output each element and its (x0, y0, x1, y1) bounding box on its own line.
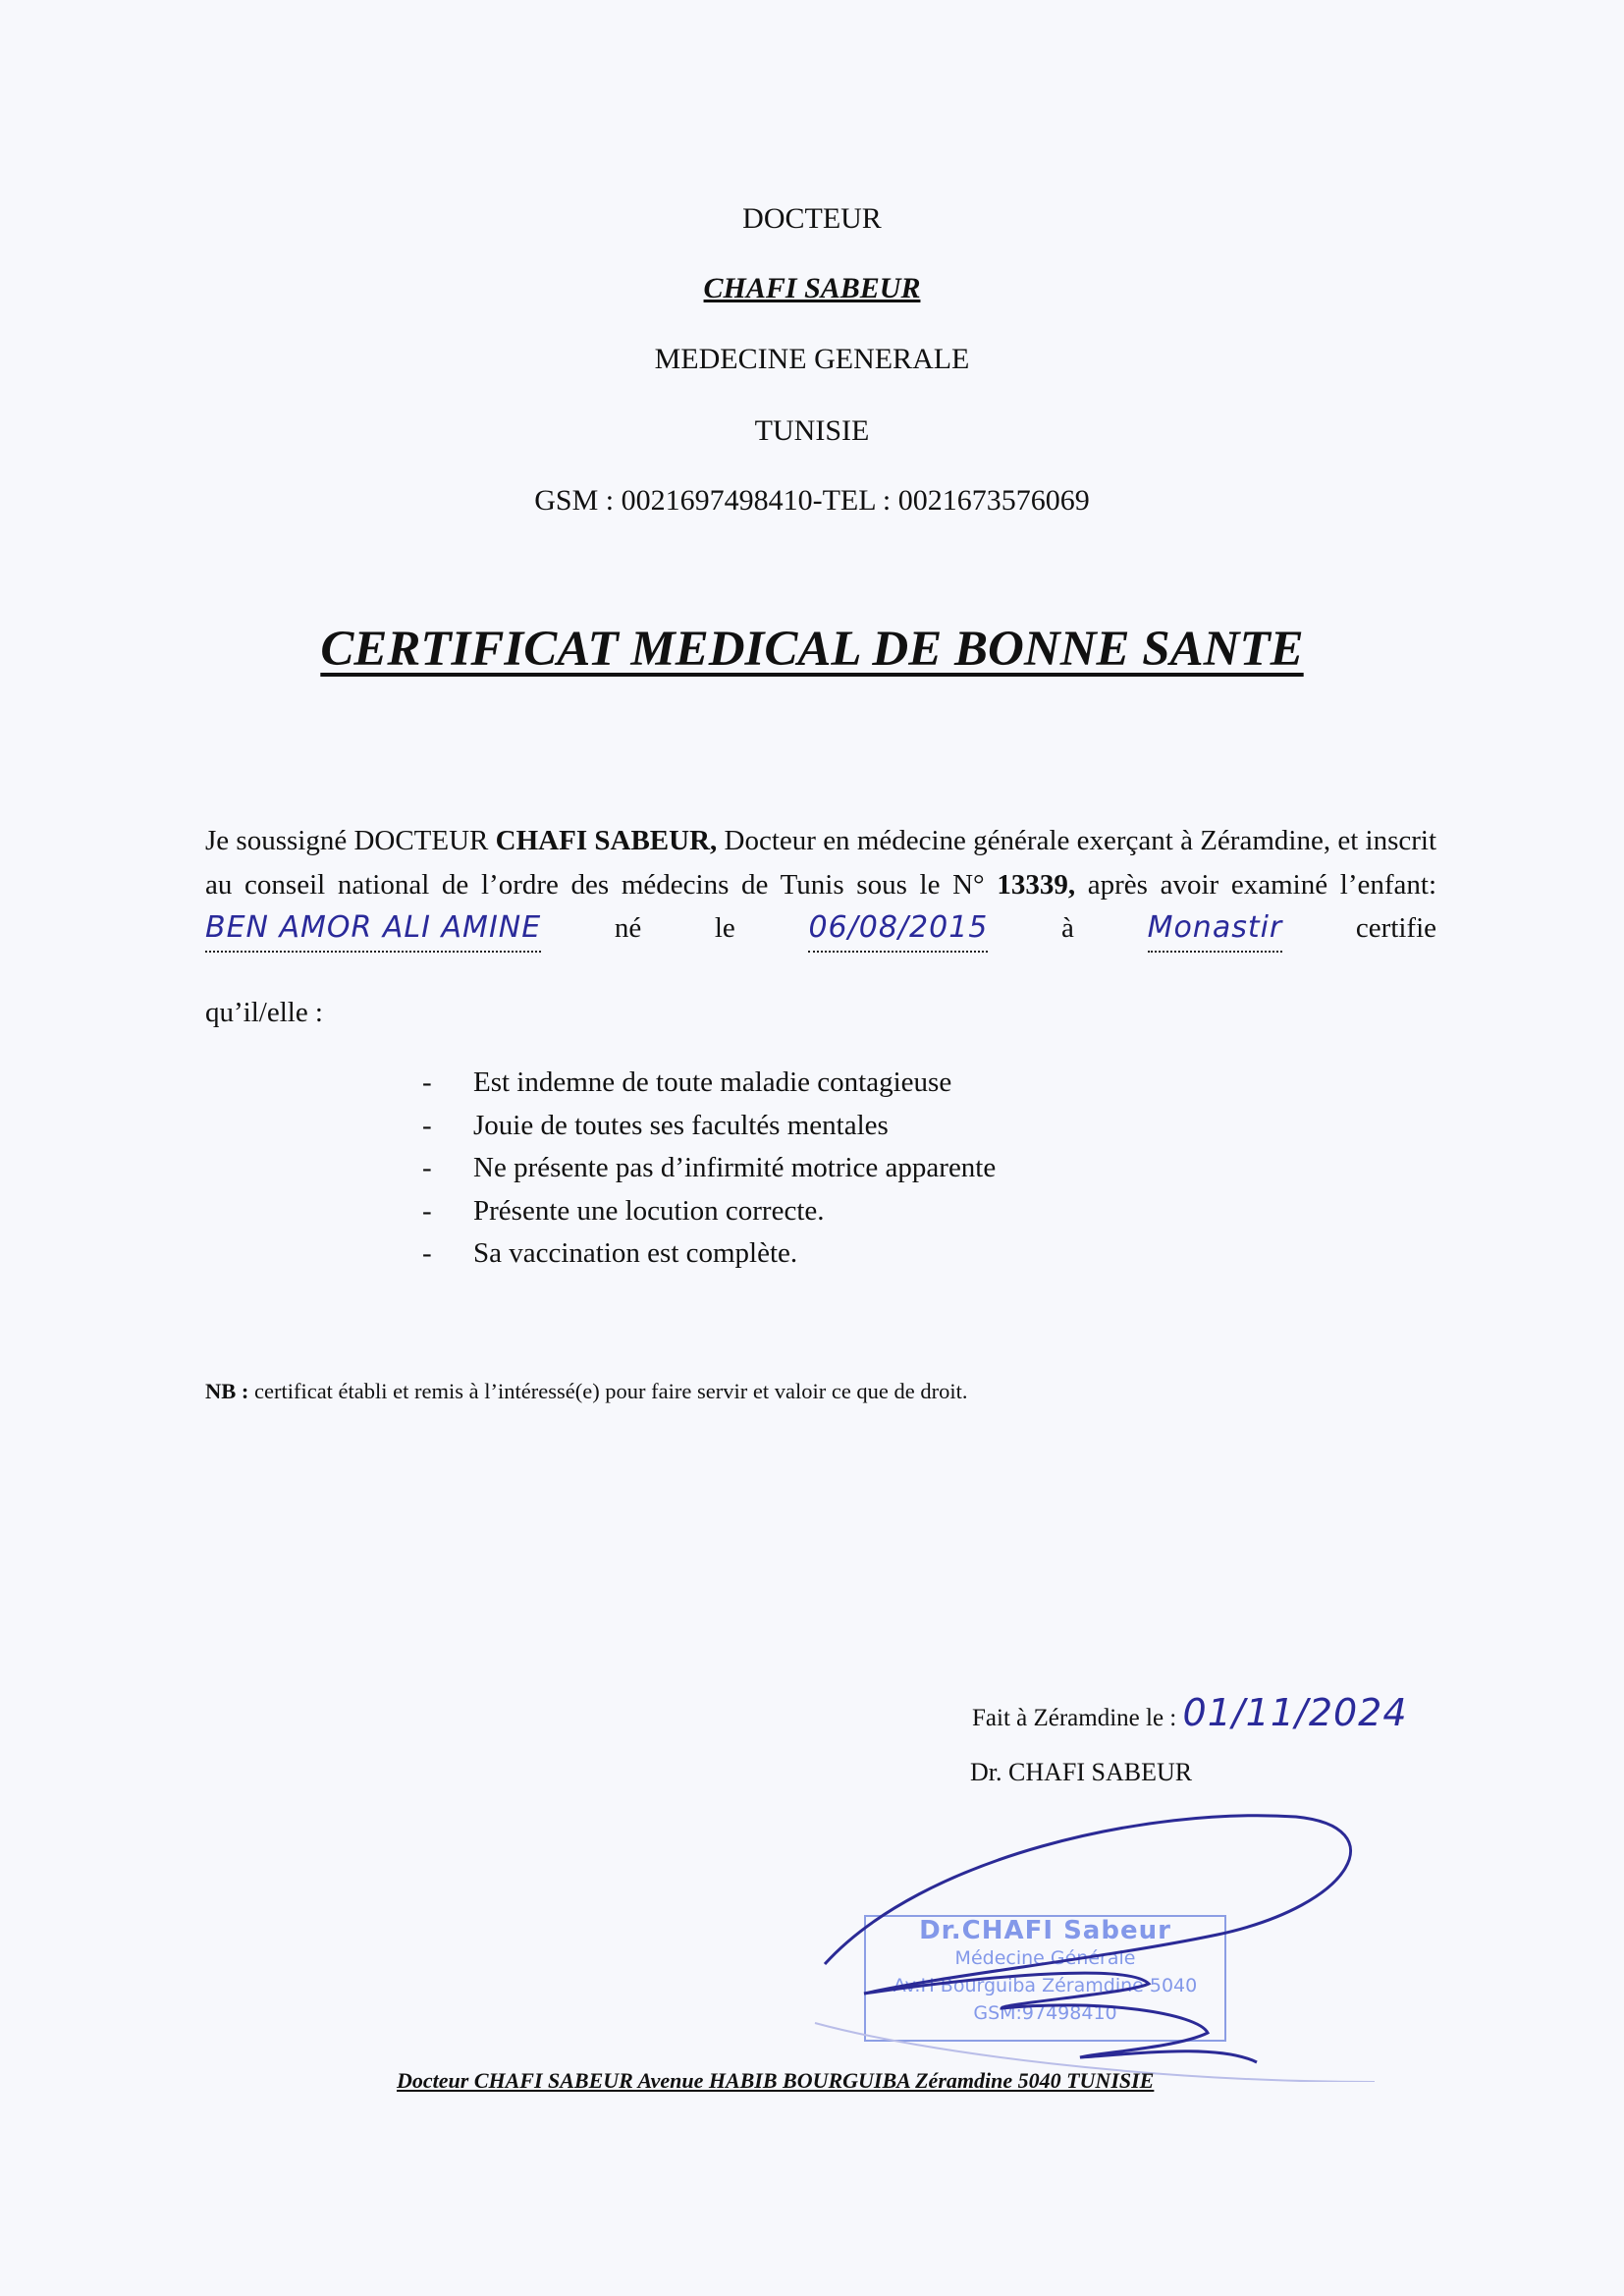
country: TUNISIE (754, 414, 870, 447)
order-number: 13339, (997, 868, 1076, 901)
list-item (422, 1152, 996, 1195)
footer-address: Docteur CHAFI SABEUR Avenue HABIB BOURGUIBA Zéramdine 5040 TUNISIE (397, 2068, 1155, 2093)
specialty: MEDECINE GENERALE (654, 343, 970, 375)
nb-label: NB : (205, 1379, 249, 1403)
list-item (422, 1195, 996, 1238)
dash: - (422, 1237, 432, 1269)
list-item-text: Sa vaccination est complète. (473, 1237, 798, 1269)
contact-info: GSM : 0021697498410-TEL : 0021673576069 (534, 484, 1090, 517)
certify-text: certifie (1355, 912, 1437, 945)
stamp-line: GSM:97498410 (973, 2002, 1117, 2024)
dash: - (422, 1152, 432, 1183)
place-label: Fait à Zéramdine le : (972, 1705, 1177, 1731)
signatory-name: Dr. CHAFI SABEUR (970, 1758, 1193, 1786)
signature-place-date (972, 1691, 1408, 1734)
child-name-field: BEN AMOR ALI AMINE (205, 906, 541, 953)
birth-place-field: Monastir (1148, 906, 1283, 953)
certificate-body (205, 819, 1436, 953)
dash: - (422, 1194, 432, 1227)
list-item (422, 1066, 996, 1110)
nb-text: certificat établi et remis à l’intéressé(e) pour faire servir et valoir ce que de droit. (254, 1379, 968, 1403)
list-item-text: Ne présente pas d’infirmité motrice apparente (473, 1152, 997, 1183)
list-item (422, 1237, 996, 1281)
body-text: Je soussigné DOCTEUR (205, 825, 489, 856)
dash: - (422, 1066, 432, 1098)
nb-note (205, 1379, 968, 1404)
birth-date-field: 06/08/2015 (808, 906, 988, 953)
certification-list (422, 1066, 996, 1281)
stamp-line: Médecine Générale (954, 1947, 1136, 1969)
list-item-text: Jouie de toutes ses facultés mentales (473, 1109, 889, 1141)
list-item-text: Est indemne de toute maladie contagieuse (473, 1066, 952, 1098)
doctor-name-bold: CHAFI SABEUR, (495, 825, 718, 856)
body-text: Docteur en médecine générale exerçant à Zéramdine, et inscrit au conseil national de l’ordre des médecins de Tunis sous le N° (205, 825, 1436, 901)
dash: - (422, 1109, 432, 1141)
document-title: CERTIFICAT MEDICAL DE BONNE SANTE (320, 622, 1304, 677)
doctor-name: CHAFI SABEUR (703, 272, 921, 304)
body-text: après avoir examiné l’enfant: (1087, 868, 1437, 901)
body-ending: qu’il/elle : (205, 997, 323, 1028)
signature-scribble (805, 1787, 1414, 2082)
born-label: né le (614, 912, 735, 945)
list-item-text: Présente une locution correcte. (473, 1194, 825, 1227)
stamp-line: Av.H Bourguiba Zéramdine 5040 (893, 1975, 1198, 1996)
at-label: à (1061, 912, 1074, 945)
list-item (422, 1110, 996, 1153)
stamp-line: Dr.CHAFI Sabeur (919, 1916, 1171, 1945)
signature-date: 01/11/2024 (1182, 1691, 1408, 1734)
header-title: DOCTEUR (742, 202, 882, 235)
